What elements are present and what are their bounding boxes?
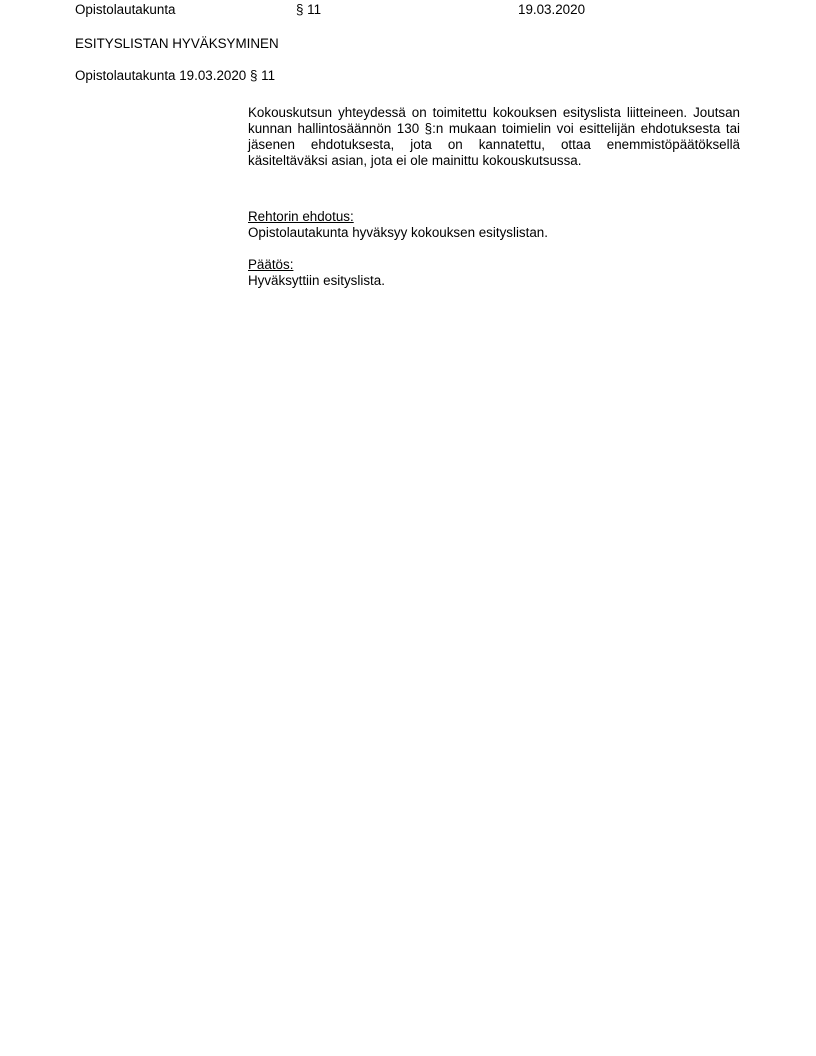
proposal-heading: Rehtorin ehdotus: bbox=[248, 209, 354, 224]
proposal-section bbox=[248, 209, 740, 241]
decision-heading: Päätös: bbox=[248, 257, 294, 272]
page-header-row bbox=[0, 2, 816, 18]
decision-section bbox=[248, 257, 740, 289]
proposal-text: Opistolautakunta hyväksyy kokouksen esityslistan. bbox=[248, 225, 548, 240]
header-committee-name: Opistolautakunta bbox=[75, 2, 176, 17]
agenda-item-body bbox=[248, 105, 740, 289]
header-section-number: § 11 bbox=[296, 2, 322, 17]
header-meeting-date: 19.03.2020 bbox=[518, 2, 586, 17]
body-paragraph: Kokouskutsun yhteydessä on toimitettu kokouksen esityslista liitteineen. Joutsan kunnan hallintosäännön 130 §:n mukaan toimielin voi esittelijän ehdotuksesta tai jäsenen ehdotuksesta, jota on kannatettu, ottaa enemmistöpäätöksellä käsiteltäväksi asian, jota ei ole mainittu kokouskutsussa. bbox=[248, 105, 740, 168]
agenda-item-subheading: Opistolautakunta 19.03.2020 § 11 bbox=[75, 68, 276, 83]
decision-text: Hyväksyttiin esityslista. bbox=[248, 273, 385, 288]
agenda-item-title: ESITYSLISTAN HYVÄKSYMINEN bbox=[75, 36, 279, 51]
